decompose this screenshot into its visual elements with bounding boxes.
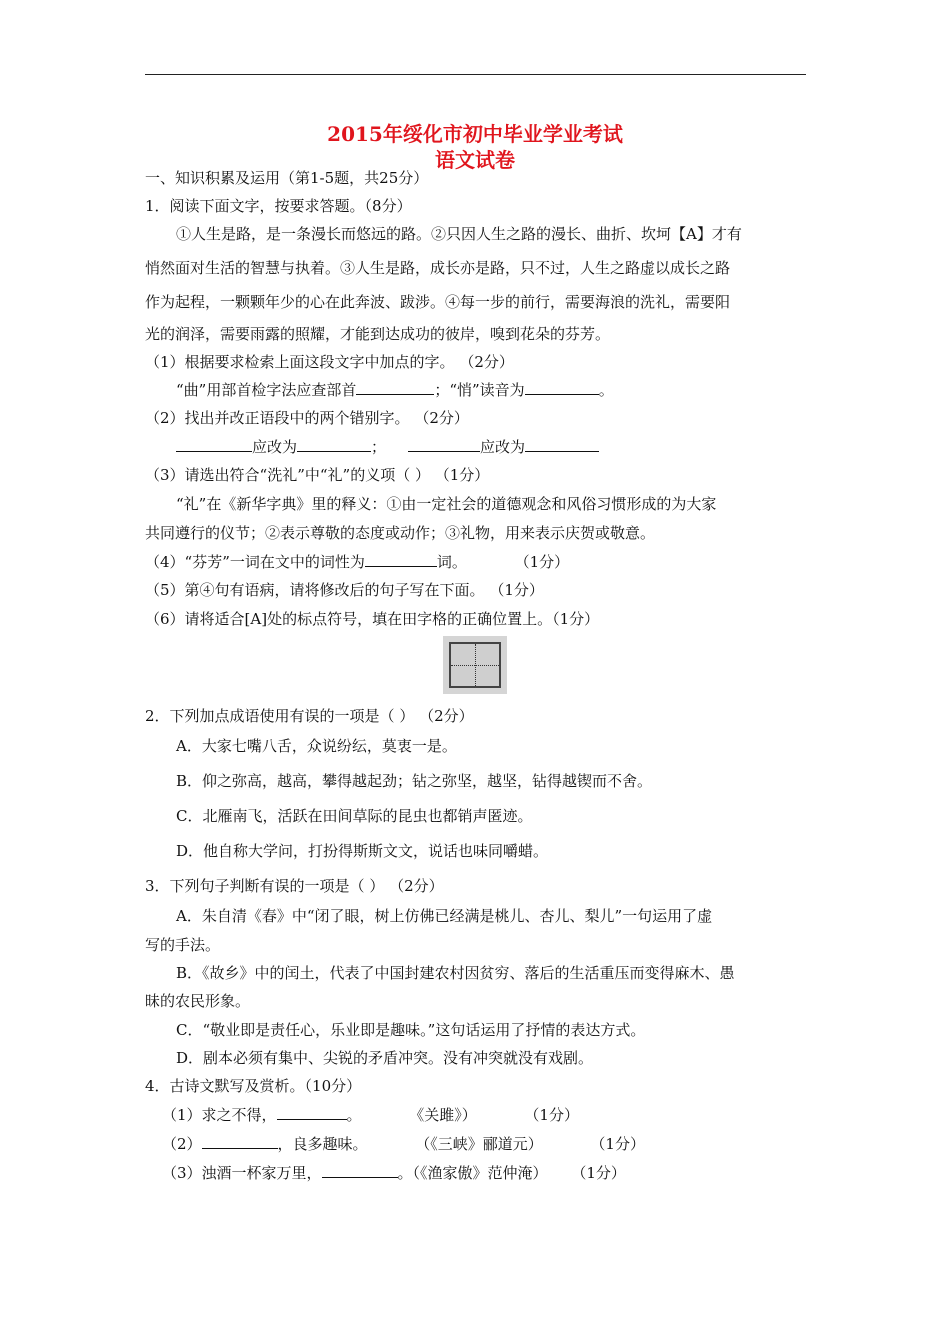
header-rule xyxy=(145,74,806,75)
tianzige-cell xyxy=(449,642,501,688)
q2-option-c: C．北雁南飞，活跃在田间草际的昆虫也都销声匿迹。 xyxy=(176,807,533,825)
exam-title: 2015年绥化市初中毕业学业考试 xyxy=(327,122,623,146)
answer-blank[interactable] xyxy=(365,552,437,567)
q4-l2-text-a: （2） xyxy=(162,1135,202,1153)
section-heading: 一、知识积累及运用（第1-5题，共25分） xyxy=(145,169,429,187)
answer-blank[interactable] xyxy=(525,437,599,452)
sub4-text-a: （4）“芬芳”一词在文中的词性为 xyxy=(145,553,365,571)
q3-option-b-line1: B．《故乡》中的闰土，代表了中国封建农村因贫穷、落后的生活重压而变得麻木、愚 xyxy=(176,964,735,982)
sub4-text-b: 词。 （1分） xyxy=(436,553,570,571)
q1-sub2-answer-line xyxy=(176,437,599,457)
q1-sub5: （5）第④句有语病，请将修改后的句子写在下面。 （1分） xyxy=(145,581,544,599)
q4-l1-text-a: （1）求之不得， xyxy=(162,1106,277,1124)
q4-l1-text-b: 。 《关雎》） （1分） xyxy=(346,1106,579,1124)
q3-option-b-line2: 昧的农民形象。 xyxy=(145,992,251,1010)
question-3-stem: 3．下列句子判断有误的一项是（ ） （2分） xyxy=(145,877,444,895)
q1-sub3: （3）请选出符合“洗礼”中“礼”的义项（ ） （1分） xyxy=(145,466,490,484)
q4-line-1 xyxy=(162,1105,579,1125)
passage-line-3: 作为起程，一颗颗年少的心在此奔波、跋涉。④每一步的前行，需要海浪的洗礼，需要阳 xyxy=(145,293,731,311)
q1-sub1: （1）根据要求检索上面这段文字中加点的字。 （2分） xyxy=(145,353,514,371)
q1-sub3-definition-1: “礼”在《新华字典》里的释义：①由一定社会的道德观念和风俗习惯形成的为大家 xyxy=(176,495,717,513)
sub2-text-b: ； xyxy=(371,438,387,456)
q1-sub4 xyxy=(145,552,569,572)
question-4-stem: 4．古诗文默写及赏析。（10分） xyxy=(145,1077,362,1095)
exam-subtitle: 语文试卷 xyxy=(435,148,515,172)
passage-line-1: ①人生是路，是一条漫长而悠远的路。②只因人生之路的漫长、曲折、坎坷【A】才有 xyxy=(176,225,742,243)
q4-line-3 xyxy=(162,1163,626,1183)
q1-sub2: （2）找出并改正语段中的两个错别字。 （2分） xyxy=(145,409,469,427)
q3-option-d: D．剧本必须有集中、尖锐的矛盾冲突。没有冲突就没有戏剧。 xyxy=(176,1049,594,1067)
q2-option-d: D．他自称大学问，打扮得斯斯文文，说话也味同嚼蜡。 xyxy=(176,842,549,860)
q2-option-b: B．仰之弥高，越高，攀得越起劲；钻之弥坚，越坚，钻得越锲而不舍。 xyxy=(176,772,653,790)
answer-blank[interactable] xyxy=(277,1105,347,1120)
answer-blank[interactable] xyxy=(176,437,252,452)
answer-blank[interactable] xyxy=(297,437,371,452)
q1-sub1-answer-line xyxy=(176,380,614,400)
q3-option-a-line1: A．朱自清《春》中“闭了眼，树上仿佛已经满是桃儿、杏儿、梨儿”一句运用了虚 xyxy=(176,907,713,925)
sub2-text-c: 应改为 xyxy=(480,438,526,456)
sub1-text-a: “曲”用部首检字法应查部首 xyxy=(176,381,357,399)
q4-l2-text-b: ，良多趣味。 （《三峡》郦道元） （1分） xyxy=(277,1135,645,1153)
sub1-text-c: 。 xyxy=(598,381,614,399)
q4-line-2 xyxy=(162,1134,645,1154)
passage-line-4: 光的润泽，需要雨露的照耀，才能到达成功的彼岸，嗅到花朵的芬芳。 xyxy=(145,325,611,343)
q4-l3-text-a: （3）浊酒一杯家万里， xyxy=(162,1164,322,1182)
question-1-stem: 1．阅读下面文字，按要求答题。（8分） xyxy=(145,197,412,215)
q1-sub3-definition-2: 共同遵行的仪节；②表示尊敬的态度或动作；③礼物，用来表示庆贺或敬意。 xyxy=(145,524,656,542)
q3-option-c: C．“敬业即是责任心，乐业即是趣味。”这句话运用了抒情的表达方式。 xyxy=(176,1021,646,1039)
q2-option-a: A．大家七嘴八舌，众说纷纭，莫衷一是。 xyxy=(176,737,457,755)
question-2-stem: 2．下列加点成语使用有误的一项是（ ） （2分） xyxy=(145,707,474,725)
grid-dotted-vertical xyxy=(475,644,476,686)
answer-blank[interactable] xyxy=(202,1134,278,1149)
tianzige-grid[interactable] xyxy=(443,636,507,694)
answer-blank[interactable] xyxy=(356,380,434,395)
q3-option-a-line2: 写的手法。 xyxy=(145,936,221,954)
sub2-text-a: 应改为 xyxy=(252,438,298,456)
passage-line-2: 悄然面对生活的智慧与执着。③人生是路，成长亦是路，只不过，人生之路虚以成长之路 xyxy=(145,259,731,277)
answer-blank[interactable] xyxy=(408,437,480,452)
answer-blank[interactable] xyxy=(322,1163,398,1178)
sub1-text-b: ；“悄”读音为 xyxy=(434,381,525,399)
q4-l3-text-b: 。（《渔家傲》范仲淹） （1分） xyxy=(397,1164,626,1182)
q1-sub6: （6）请将适合[A]处的标点符号，填在田字格的正确位置上。（1分） xyxy=(145,610,600,628)
answer-blank[interactable] xyxy=(525,380,599,395)
